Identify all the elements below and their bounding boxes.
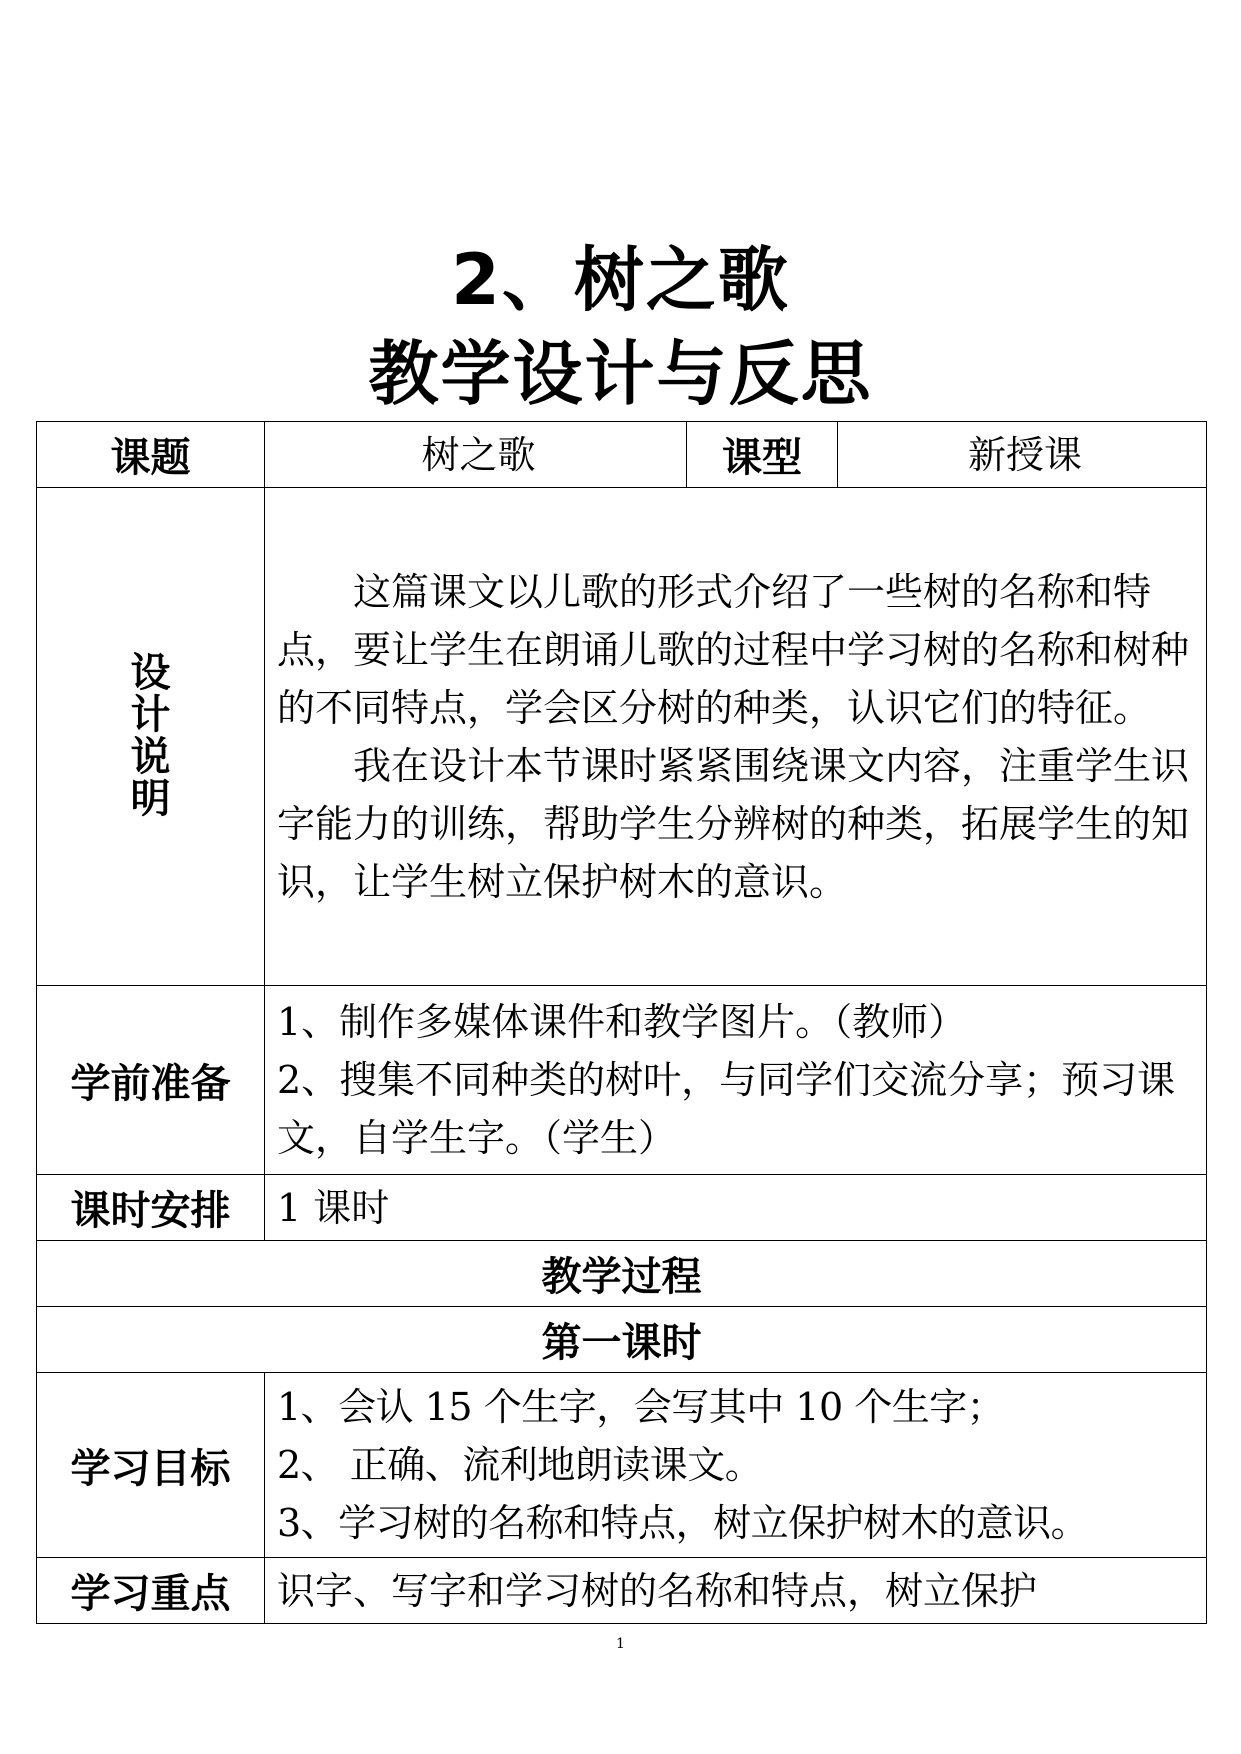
schedule-row xyxy=(37,1175,1207,1241)
topic-value: 树之歌 xyxy=(265,422,687,488)
preparation-label: 学前准备 xyxy=(37,986,265,1175)
design-note-paragraph-1: 这篇课文以儿歌的形式介绍了一些树的名称和特点，要让学生在朗诵儿歌的过程中学习树的名称和树种的不同特点，学会区分树的种类，认识它们的特征。 xyxy=(277,569,1190,730)
preparation-line-2: 2、搜集不同种类的树叶，与同学们交流分享；预习课文，自学生字。（学生） xyxy=(277,1058,1176,1160)
schedule-label: 课时安排 xyxy=(37,1175,265,1241)
key-points-value: 识字、写字和学习树的名称和特点，树立保护 xyxy=(265,1558,1207,1624)
type-value: 新授课 xyxy=(838,422,1207,488)
key-points-label: 学习重点 xyxy=(37,1558,265,1624)
preparation-row xyxy=(37,986,1207,1175)
lesson-plan-table xyxy=(36,421,1207,1624)
design-note-paragraph-2: 我在设计本节课时紧紧围绕课文内容，注重学生识字能力的训练，帮助学生分辨树的种类，拓展学生的知识，让学生树立保护树木的意识。 xyxy=(277,743,1190,904)
objectives-content xyxy=(265,1373,1207,1558)
process-heading-row xyxy=(37,1241,1207,1307)
objective-line-2: 2、 正确、流利地朗读课文。 xyxy=(277,1443,763,1487)
design-note-label-cell xyxy=(37,488,265,986)
objectives-label: 学习目标 xyxy=(37,1373,265,1558)
type-label: 课型 xyxy=(687,422,838,488)
objectives-row xyxy=(37,1373,1207,1558)
preparation-line-1: 1、制作多媒体课件和教学图片。（教师） xyxy=(277,1000,967,1044)
lesson-heading: 第一课时 xyxy=(37,1307,1207,1373)
schedule-value: 1 课时 xyxy=(265,1175,1207,1241)
page-title-line-1: 2、树之歌 xyxy=(451,239,790,321)
key-points-row xyxy=(37,1558,1207,1624)
page-title-line-2: 教学设计与反思 xyxy=(368,333,873,415)
objective-line-1: 1、会认 15 个生字，会写其中 10 个生字； xyxy=(277,1385,1005,1429)
topic-label: 课题 xyxy=(37,422,265,488)
process-heading: 教学过程 xyxy=(37,1241,1207,1307)
page-number: 1 xyxy=(616,1636,625,1652)
design-note-row xyxy=(37,488,1207,986)
header-row xyxy=(37,422,1207,488)
design-note-label: 设计说明 xyxy=(130,649,171,822)
preparation-content xyxy=(265,986,1207,1175)
objective-line-3: 3、学习树的名称和特点，树立保护树木的意识。 xyxy=(277,1501,1089,1545)
design-note-content xyxy=(265,488,1207,986)
lesson-heading-row xyxy=(37,1307,1207,1373)
